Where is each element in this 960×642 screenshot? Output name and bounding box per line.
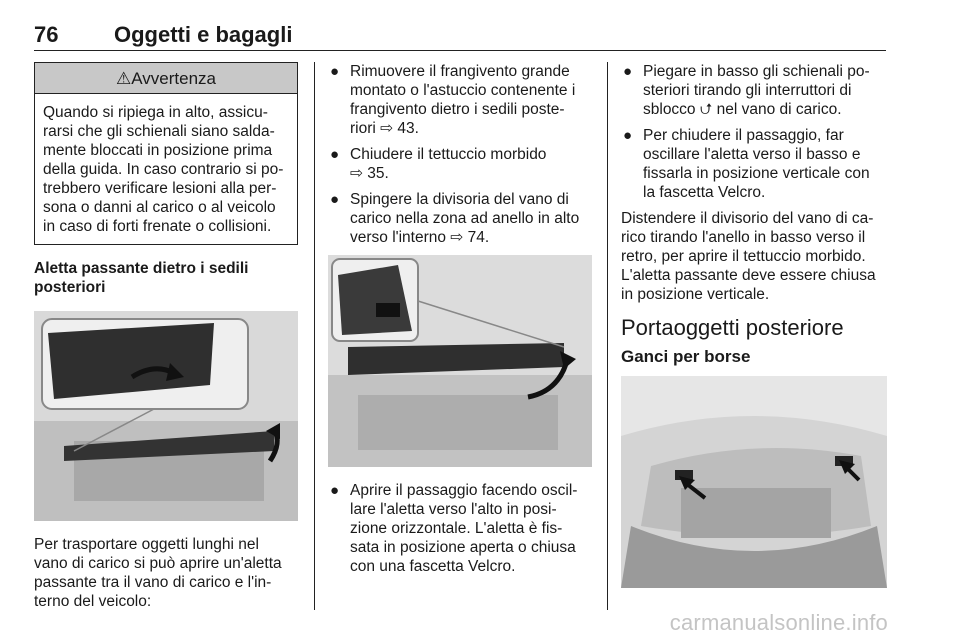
paragraph-line: rico tirando l'anello in basso verso il [621,229,866,246]
warning-title: Avvertenza [131,69,216,88]
list-line: sblocco ⮍ nel vano di carico. [643,101,842,118]
section-heading: Portaoggetti posteriore [621,315,844,340]
page-number: 76 [34,22,59,47]
list-line: montato o l'astuccio contenente i [350,82,576,99]
trunk-illustration [328,255,592,467]
column-3 [621,62,887,602]
list-line: Per chiudere il passaggio, far [643,127,844,144]
list-line: lare l'aletta verso l'alto in posi- [350,501,557,518]
column-1 [34,62,298,611]
subheading-line: Aletta passante dietro i sedili [34,260,249,277]
list-line: frangivento dietro i sedili poste- [350,101,565,118]
trunk-illustration [621,376,887,588]
list-line: zione orizzontale. L'aletta è fis- [350,520,563,537]
body-paragraph [621,209,887,304]
warning-text [35,94,297,244]
figure-pass-through-flap [34,311,298,521]
intro-paragraph [34,535,298,611]
list-item [328,145,592,183]
warning-line: rarsi che gli schienali siano salda- [43,123,275,140]
list-line: riori ⇨ 43. [350,120,419,137]
watermark: carmanualsonline.info [669,610,888,635]
column-divider [314,62,315,610]
list-line: Rimuovere il frangivento grande [350,63,570,80]
list-line: steriori tirando gli interruttori di [643,82,852,99]
subheading-line: posteriori [34,279,106,296]
list-line: Piegare in basso gli schienali po- [643,63,870,80]
warning-triangle-icon: ⚠ [116,69,132,88]
warning-line: Quando si ripiega in alto, assicu- [43,104,268,121]
warning-line: della guida. In caso contrario si po- [43,161,284,178]
list-item [328,62,592,138]
list-line: fissarla in posizione verticale con [643,165,870,182]
paragraph-line: vano di carico si può aprire un'aletta [34,555,282,572]
warning-line: sona o danni al carico o al veicolo [43,199,276,216]
list-line: carico nella zona ad anello in alto [350,210,580,227]
bullet-icon: ● [330,146,340,163]
list-item [328,190,592,247]
bullet-icon: ● [330,63,340,80]
section-subheading: Ganci per borse [621,347,751,366]
warning-header [35,63,297,94]
figure-divider-loop [328,255,592,467]
list-line: con una fascetta Velcro. [350,558,516,575]
paragraph-line: Distendere il divisorio del vano di ca- [621,210,874,227]
list-line: oscillare l'aletta verso il basso e [643,146,861,163]
bullet-icon: ● [623,127,633,144]
paragraph-line: in posizione verticale. [621,286,770,303]
list-line: la fascetta Velcro. [643,184,766,201]
trunk-illustration [34,311,298,521]
list-line: sata in posizione aperta o chiusa [350,539,576,556]
list-line: ⇨ 35. [350,165,389,182]
section-subheading [34,259,298,297]
list-item [328,481,592,576]
warning-box [34,62,298,245]
list-item [621,62,887,119]
list-line: Spingere la divisoria del vano di [350,191,569,208]
paragraph-line: retro, per aprire il tettuccio morbido. [621,248,866,265]
column-2 [328,62,592,583]
warning-line: mente bloccati in posizione prima [43,142,273,159]
page-title: Oggetti e bagagli [114,22,293,47]
list-item [621,126,887,202]
warning-line: trebbero verificare lesioni alla per- [43,180,277,197]
paragraph-line: L'aletta passante deve essere chiusa [621,267,876,284]
figure-bag-hooks [621,376,887,588]
paragraph-line: Per trasportare oggetti lunghi nel [34,536,259,553]
list-line: verso l'interno ⇨ 74. [350,229,490,246]
warning-line: in caso di forti frenate o collisioni. [43,218,272,235]
bullet-icon: ● [623,63,633,80]
list-line: Aprire il passaggio facendo oscil- [350,482,578,499]
paragraph-line: terno del veicolo: [34,593,152,610]
list-line: Chiudere il tettuccio morbido [350,146,547,163]
bullet-icon: ● [330,191,340,208]
bullet-icon: ● [330,482,340,499]
column-divider [607,62,608,610]
paragraph-line: passante tra il vano di carico e l'in- [34,574,272,591]
page-header [34,22,886,51]
